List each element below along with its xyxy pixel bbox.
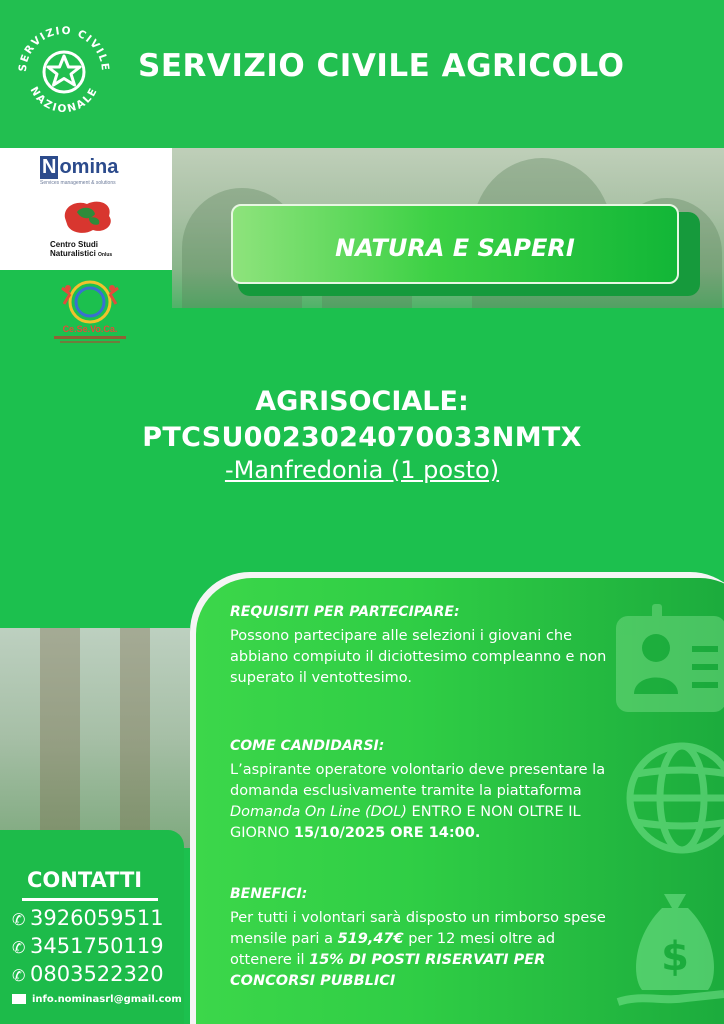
project-code: PTCSU0023024070033NMTX xyxy=(142,422,582,453)
phone-2[interactable]: ✆ 3451750119 xyxy=(12,934,164,958)
requisiti-text: Possono partecipare alle selezioni i giovani che abbiano compiuto il diciottesimo compleanno e non superato il ventottesimo. xyxy=(230,628,607,686)
page-title: SERVIZIO CIVILE AGRICOLO xyxy=(138,48,625,84)
csn-logo-icon xyxy=(55,196,119,236)
project-location: -Manfredonia (1 posto) xyxy=(224,456,500,484)
money-bag-icon xyxy=(618,894,724,1002)
reserved-posts: 15% DI POSTI RISERVATI PER CONCORSI PUBBLICI xyxy=(230,952,546,989)
project-banner xyxy=(231,204,679,284)
phone-icon: ✆ xyxy=(12,938,26,957)
contacts-title: CONTATTI xyxy=(27,868,143,892)
reimbursement-amount: 519,47€ xyxy=(337,931,404,947)
svg-text:NAZIONALE xyxy=(27,85,100,115)
phone-icon: ✆ xyxy=(12,966,26,985)
star-icon xyxy=(44,52,84,92)
servizio-civile-seal xyxy=(14,22,114,122)
id-card-icon xyxy=(616,604,724,712)
seal-arc-bottom: NAZIONALE xyxy=(27,84,101,116)
banner-label: NATURA E SAPERI xyxy=(335,234,575,262)
nomina-logo: N omina xyxy=(42,156,119,178)
people-circle-icon xyxy=(40,278,140,348)
side-icons xyxy=(612,598,724,1024)
candidarsi-text: L’aspirante operatore volontario deve presentare la domanda esclusivamente tramite la piattaforma Domanda On Line (DOL) ENTRO E NON OLTRE IL GIORNO 15/10/2025 ORE 14:00. xyxy=(230,762,606,841)
email-contact[interactable]: info.nominasrl@gmail.com xyxy=(12,994,182,1005)
benefici-heading: BENEFICI: xyxy=(230,886,308,902)
deadline: 15/10/2025 ORE 14:00. xyxy=(293,825,481,841)
svg-text:SERVIZIO CIVILE xyxy=(17,25,111,73)
requisiti-heading: REQUISITI PER PARTECIPARE: xyxy=(230,604,460,620)
project-category: AGRISOCIALE: xyxy=(255,386,469,417)
globe-icon xyxy=(630,746,724,850)
cesevoca-logo-text: Ce.Se.Vo.Ca. xyxy=(62,324,118,334)
phone-3[interactable]: ✆ 0803522320 xyxy=(12,962,164,986)
nomina-tagline: Services management & solutions xyxy=(40,180,116,186)
seal-arc-top: SERVIZIO CIVILE xyxy=(16,24,112,73)
dol-platform: Domanda On Line (DOL) xyxy=(230,804,407,820)
mail-icon xyxy=(12,994,26,1004)
benefici-text: Per tutti i volontari sarà disposto un rimborso spese mensile pari a 519,47€ per 12 mesi oltre ad ottenere il 15% DI POSTI RISERVATI PER CONCORSI PUBBLICI xyxy=(230,910,606,989)
phone-1[interactable]: ✆ 3926059511 xyxy=(12,906,164,930)
phone-icon: ✆ xyxy=(12,910,26,929)
csn-logo-text: Centro Studi Naturalistici Onlus xyxy=(50,240,113,258)
svg-text:$: $ xyxy=(661,934,689,980)
forest-background-bottom xyxy=(0,628,190,848)
candidarsi-heading: COME CANDIDARSI: xyxy=(230,738,385,754)
contacts-underline xyxy=(22,898,158,901)
